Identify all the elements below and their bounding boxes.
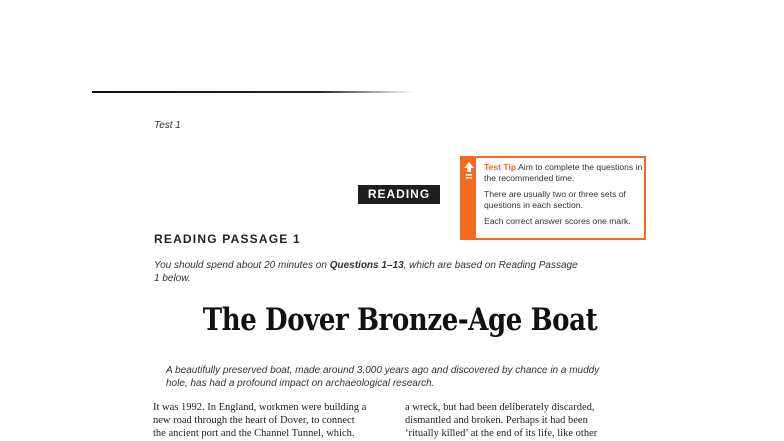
test-tip-line-3: Each correct answer scores one mark. (484, 216, 631, 226)
body-line: the ancient port and the Channel Tunnel, which. (153, 428, 355, 439)
instructions-post: , which are based on Reading Passage 1 below. (154, 260, 578, 284)
instructions (154, 259, 584, 285)
test-tip-box (460, 156, 646, 240)
body-line: It was 1992. In England, workmen were building a (153, 402, 367, 413)
instructions-question-range: Questions 1–13 (329, 260, 404, 271)
section-label: READING (358, 185, 440, 204)
top-rule (92, 91, 414, 93)
test-tip-line-1-text: Aim to complete the questions in the recommended time. (484, 162, 643, 183)
upload-arrow-icon (464, 162, 474, 180)
body-line: ‘ritually killed’ at the end of its life, like other (405, 428, 598, 439)
test-tip-text (484, 162, 644, 232)
article-standfirst: A beautifully preserved boat, made around 3,000 years ago and discovered by chance in a muddy hole, has had a profound impact on archaeological research. (166, 365, 600, 389)
instructions-pre: You should spend about 20 minutes on (154, 260, 330, 271)
running-head: Test 1 (154, 120, 181, 131)
article-title: The Dover Bronze-Age Boat (202, 302, 598, 338)
body-line: dismantled and broken. Perhaps it had been (405, 415, 588, 426)
body-line: a wreck, but had been deliberately discarded, (405, 402, 595, 413)
article-column-right (405, 401, 645, 440)
test-tip-bar (462, 158, 476, 238)
test-tip-title: Test Tip (484, 162, 517, 172)
body-line: new road through the heart of Dover, to connect (153, 415, 355, 426)
test-tip-line-1 (484, 162, 644, 184)
article-column-left (153, 401, 393, 440)
passage-heading: READING PASSAGE 1 (154, 232, 301, 246)
test-tip-line-2: There are usually two or three sets of questions in each section. (484, 189, 626, 210)
